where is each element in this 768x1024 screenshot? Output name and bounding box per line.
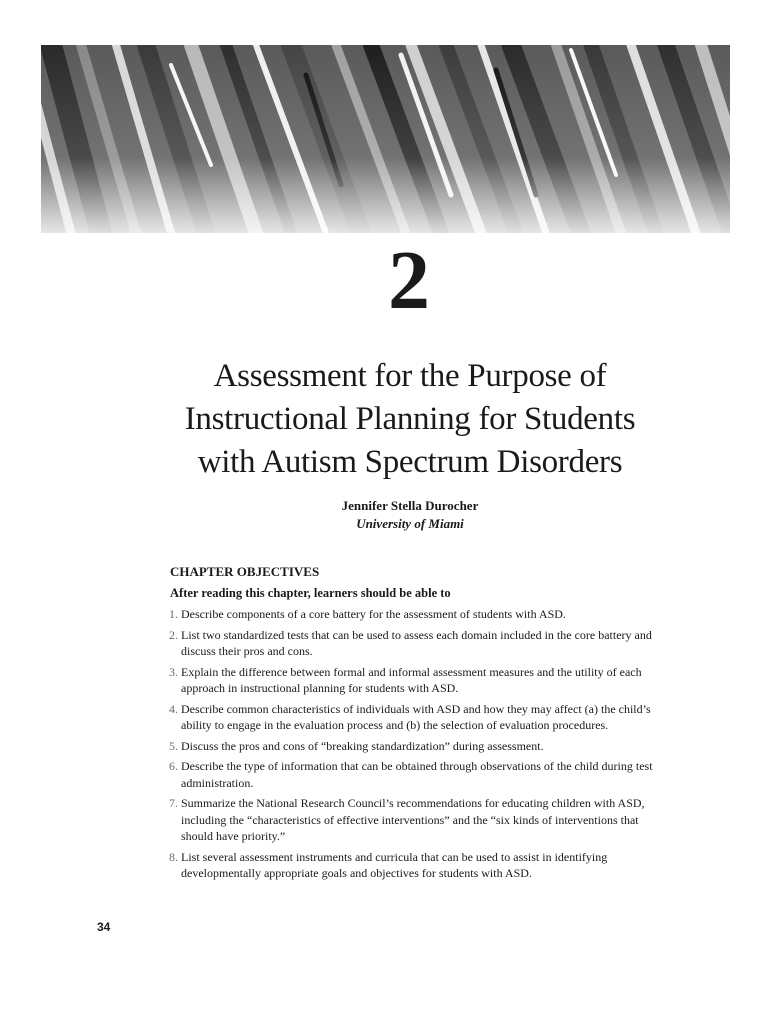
list-item	[170, 758, 660, 791]
list-item-text: List two standardized tests that can be used to assess each domain included in the core battery and discuss their pros and cons.	[181, 627, 652, 658]
list-item-text: Discuss the pros and cons of “breaking standardization” during assessment.	[181, 738, 544, 753]
list-item-text: Describe the type of information that can be obtained through observations of the child during test administration.	[181, 759, 653, 790]
list-item-number: 2.	[169, 627, 178, 642]
author-affiliation: University of Miami	[356, 516, 464, 531]
list-item-number: 7.	[169, 796, 178, 810]
list-item-number: 1.	[169, 607, 178, 621]
list-item-number: 4.	[169, 701, 178, 716]
list-item-number: 8.	[169, 849, 178, 864]
chapter-title-line: Instructional Planning for Students	[184, 401, 636, 437]
brushstroke-texture	[41, 45, 730, 233]
list-item-number: 5.	[169, 738, 178, 753]
page-number: 34	[97, 920, 111, 934]
list-item-number: 6.	[169, 759, 178, 773]
objectives-list	[170, 606, 660, 882]
list-item-text: Describe components of a core battery for the assessment of students with ASD.	[181, 607, 566, 621]
author-name: Jennifer Stella Durocher	[341, 498, 479, 513]
objectives-subheading: After reading this chapter, learners should be able to	[170, 586, 451, 600]
chapter-title	[140, 355, 680, 484]
list-item-text: Describe common characteristics of individuals with ASD and how they may affect (a) the child’s ability to engage in the evaluation process and (b) the selection of evaluation procedures.	[181, 701, 651, 732]
list-item	[170, 701, 660, 734]
chapter-objectives	[170, 563, 660, 886]
chapter-banner-image	[41, 45, 730, 233]
chapter-title-line: with Autism Spectrum Disorders	[197, 444, 623, 480]
chapter-number: 2	[388, 234, 430, 327]
chapter-title-line: Assessment for the Purpose of	[213, 358, 607, 394]
list-item	[170, 627, 660, 660]
list-item	[170, 849, 660, 882]
list-item-text: List several assessment instruments and curricula that can be used to assist in identifying developmentally appropriate goals and objectives for students with ASD.	[181, 849, 608, 880]
list-item	[170, 606, 660, 623]
list-item	[170, 664, 660, 697]
list-item	[170, 795, 660, 845]
list-item	[170, 738, 660, 755]
list-item-text: Explain the difference between formal and informal assessment measures and the utility of each approach in instructional planning for students with ASD.	[181, 664, 642, 695]
objectives-heading: CHAPTER OBJECTIVES	[170, 564, 320, 579]
list-item-text: Summarize the National Research Council’s recommendations for educating children with ASD, including the “characteristics of effective interventions” and the “six kinds of interventions that should have priority.”	[181, 796, 645, 843]
list-item-number: 3.	[169, 664, 178, 679]
